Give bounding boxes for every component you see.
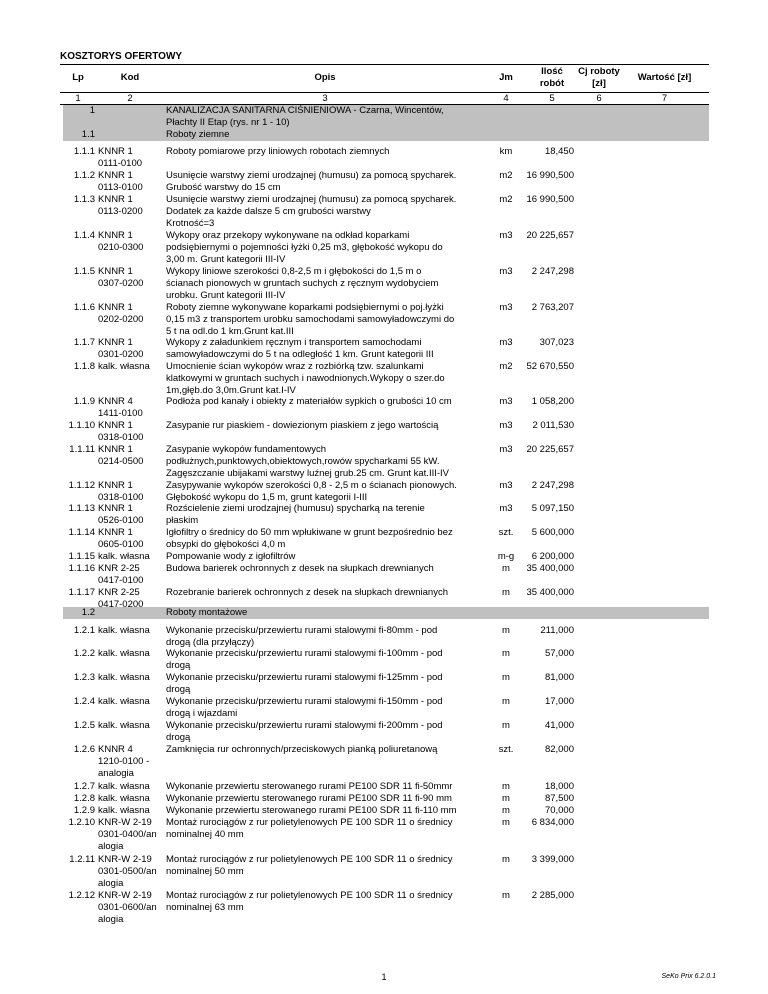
row-jm: m3 — [499, 230, 513, 241]
row-opis: Roboty ziemne — [166, 129, 230, 140]
row-kod: KNR-W 2-19 0301-0500/an alogia — [98, 854, 157, 889]
row-kod: kalk. własna — [98, 720, 150, 731]
row-lp: 1.1.14 — [68, 527, 95, 538]
colnum-3: 3 — [322, 93, 328, 104]
row-ilosc: 2 763,207 — [531, 302, 574, 313]
row-opis: Igłofiltry o średnicy do 50 mm wpłukiwane w grunt bezpośrednio bez obsypki do głębokości 4,0 m — [166, 527, 453, 550]
row-kod: kalk. własna — [98, 696, 150, 707]
row-lp: 1.1.17 — [68, 587, 95, 598]
app-version: SeKo Prix 6.2.0.1 — [661, 973, 716, 980]
row-jm: m — [502, 672, 510, 683]
row-lp: 1.1.10 — [68, 420, 95, 431]
row-ilosc: 17,000 — [544, 696, 574, 707]
row-opis: Wykonanie przecisku/przewiertu rurami stalowymi fi-150mm - pod drogą i wjazdami — [166, 696, 443, 719]
row-kod: KNNR 1 0113-0200 — [98, 194, 143, 217]
row-kod: KNNR 1 0526-0100 — [98, 503, 144, 526]
row-ilosc: 87,500 — [544, 793, 574, 804]
row-jm: m2 — [499, 194, 513, 205]
row-ilosc: 81,000 — [544, 672, 574, 683]
row-ilosc: 18,450 — [544, 146, 574, 157]
row-lp: 1.2.12 — [68, 890, 95, 901]
row-opis: Wykopy liniowe szerokości 0,8-2,5 m i głębokości do 1,5 m o ścianach pionowych w gruntach suchych z ręcznym wydobyciem urobku. Grunt kategorii III-IV — [166, 266, 439, 301]
row-lp: 1.1.7 — [73, 337, 95, 348]
document-title: KOSZTORYS OFERTOWY — [60, 51, 183, 62]
row-kod: kalk. własna — [98, 672, 150, 683]
row-opis: Rozścielenie ziemi urodzajnej (humusu) spycharką na terenie płaskim — [166, 503, 425, 526]
header-kod: Kod — [120, 72, 140, 83]
row-kod: KNNR 1 0307-0200 — [98, 266, 144, 289]
row-lp: 1.2 — [81, 607, 95, 618]
row-lp: 1.1 — [81, 129, 95, 140]
row-lp: 1.1.1 — [73, 146, 95, 157]
row-ilosc: 16 990,500 — [526, 170, 574, 181]
row-lp: 1.2.10 — [68, 817, 95, 828]
row-ilosc: 6 834,000 — [531, 817, 574, 828]
row-jm: m — [502, 781, 510, 792]
row-opis: Podłoża pod kanały i obiekty z materiałów sypkich o grubości 10 cm — [166, 396, 452, 407]
row-ilosc: 52 670,550 — [526, 361, 574, 372]
row-lp: 1.1.5 — [73, 266, 95, 277]
colnum-5: 5 — [549, 93, 555, 104]
row-jm: m — [502, 854, 510, 865]
row-ilosc: 35 400,000 — [526, 587, 574, 598]
row-lp: 1.1.15 — [68, 551, 95, 562]
row-kod: KNNR 4 1210-0100 - analogia — [98, 744, 150, 779]
row-jm: m — [502, 805, 510, 816]
row-opis: Montaż rurociągów z rur polietylenowych PE 100 SDR 11 o średnicy nominalnej 50 mm — [166, 854, 453, 877]
header-opis: Opis — [314, 72, 336, 83]
row-ilosc: 41,000 — [544, 720, 574, 731]
row-lp: 1.1.3 — [73, 194, 95, 205]
row-kod: KNNR 1 0113-0100 — [98, 170, 143, 193]
row-lp: 1.1.2 — [73, 170, 95, 181]
row-ilosc: 2 285,000 — [531, 890, 574, 901]
row-opis: KANALIZACJA SANITARNA CIŚNIENIOWA - Czarna, Wincentów, Płachty II Etap (rys. nr 1 - 10) — [166, 105, 444, 128]
row-jm: m2 — [499, 361, 513, 372]
row-lp: 1.1.8 — [73, 361, 95, 372]
row-kod: KNR-W 2-19 0301-0400/an alogia — [98, 817, 157, 852]
colnum-6: 6 — [596, 93, 602, 104]
row-jm: m — [502, 587, 510, 598]
row-opis: Usunięcie warstwy ziemi urodzajnej (humusu) za pomocą spycharek. Grubość warstwy do 15 cm — [166, 170, 457, 193]
row-opis: Wykonanie przecisku/przewiertu rurami stalowymi fi-125mm - pod drogą — [166, 672, 443, 695]
row-opis: Usunięcie warstwy ziemi urodzajnej (humusu) za pomocą spycharek. Dodatek za każde dalsze 5 cm grubości warstwy Krotność=3 — [166, 194, 457, 229]
row-jm: m — [502, 696, 510, 707]
row-opis: Wykopy z załadunkiem ręcznym i transportem samochodami samowyładowczymi do 5 t na odległość 1 km. Grunt kategorii III — [166, 337, 434, 360]
row-lp: 1.1.13 — [68, 503, 95, 514]
row-kod: KNNR 1 0301-0200 — [98, 337, 144, 360]
row-ilosc: 2 247,298 — [531, 266, 574, 277]
row-ilosc: 3 399,000 — [531, 854, 574, 865]
row-jm: m — [502, 890, 510, 901]
row-lp: 1.1.9 — [73, 396, 95, 407]
row-kod: kalk. własna — [98, 793, 150, 804]
row-ilosc: 57,000 — [544, 648, 574, 659]
row-lp: 1.2.3 — [73, 672, 95, 683]
row-opis: Umocnienie ścian wykopów wraz z rozbiórką tzw. szalunkami klatkowymi w gruntach suchych i nawodnionych.Wykopy o szer.do 1m,głęb.do 3,0m.Grunt kat.I-IV — [166, 361, 445, 396]
row-kod: KNNR 1 0318-0100 — [98, 480, 144, 503]
row-lp: 1.1.16 — [68, 563, 95, 574]
row-ilosc: 6 200,000 35 400,000 — [526, 551, 574, 574]
row-opis: Zasypywanie wykopów szerokości 0,8 - 2,5 m o ścianach pionowych. Głębokość wykopu do 1,5 m, grunt kategorii I-III — [166, 480, 457, 503]
row-lp: 1.1.12 — [68, 480, 95, 491]
row-opis: Rozebranie barierek ochronnych z desek na słupkach drewnianych — [166, 587, 448, 598]
row-opis: Wykonanie przecisku/przewiertu rurami stalowymi fi-200mm - pod drogą — [166, 720, 443, 743]
row-jm: m-g m — [497, 551, 515, 574]
row-opis: Pompowanie wody z igłofiltrów — [166, 551, 296, 562]
row-opis: Montaż rurociągów z rur polietylenowych PE 100 SDR 11 o średnicy nominalnej 63 mm — [166, 890, 453, 913]
header-wartosc: Wartość [zł] — [637, 72, 692, 83]
row-lp: 1.1.4 — [73, 230, 95, 241]
row-jm: szt. — [498, 527, 514, 538]
row-lp: 1.2.1 — [73, 625, 95, 636]
row-ilosc: 5 097,150 — [531, 503, 574, 514]
row-kod: KNR-W 2-19 0301-0600/an alogia — [98, 890, 157, 925]
row-jm: m3 — [499, 444, 513, 455]
row-lp: 1.2.5 — [73, 720, 95, 731]
row-jm: m — [502, 817, 510, 828]
row-ilosc: 2 011,530 — [532, 420, 574, 431]
row-kod: KNR 2-25 0417-0200 — [98, 587, 144, 610]
row-opis: Zasypanie wykopów fundamentowych podłużnych,punktowych,obiektowych,rowów spycharkami 55 kW. Zagęszczanie ubijakami warstwy luźnej grub.25 cm. Grunt kat.III-IV — [166, 444, 450, 479]
row-opis: Budowa barierek ochronnych z desek na słupkach drewnianych — [166, 563, 434, 574]
page-number: 1 — [381, 972, 387, 982]
row-jm: m — [502, 720, 510, 731]
row-kod: KNNR 1 0605-0100 — [98, 527, 144, 550]
row-opis: Wykonanie przewiertu sterowanego rurami PE100 SDR 11 fi-90 mm — [166, 793, 452, 804]
row-jm: m3 — [499, 480, 513, 491]
row-kod: kalk. własna — [98, 625, 150, 636]
row-jm: m3 — [499, 337, 513, 348]
row-lp: 1.1.11 — [69, 444, 95, 455]
colnum-2: 2 — [127, 93, 133, 104]
row-kod: KNNR 1 0214-0500 — [98, 444, 144, 467]
row-ilosc: 5 600,000 — [531, 527, 574, 538]
row-jm: m — [502, 648, 510, 659]
row-lp: 1 — [89, 105, 95, 116]
row-ilosc: 307,023 — [539, 337, 574, 348]
row-opis: Wykopy oraz przekopy wykonywane na odkład koparkami podsiębiernymi o pojemności łyżki 0,25 m3, głębokość wykopu do 3,00 m. Grunt kategorii III-IV — [166, 230, 443, 265]
row-kod: kalk. własna — [98, 648, 150, 659]
row-kod: KNNR 1 0318-0100 — [98, 420, 144, 443]
row-ilosc: 211,000 — [540, 625, 574, 636]
row-opis: Wykonanie przecisku/przewiertu rurami stalowymi fi-80mm - pod drogą (dla przyłączy) — [166, 625, 438, 648]
row-kod: KNNR 1 0111-0100 — [98, 146, 143, 169]
row-kod: kalk. własna — [98, 361, 150, 372]
row-jm: m3 — [499, 420, 513, 431]
row-opis: Wykonanie przewiertu sterowanego rurami PE100 SDR 11 fi-110 mm — [166, 805, 457, 816]
row-jm: km — [499, 146, 513, 157]
header-jm: Jm — [499, 72, 513, 83]
row-kod: KNNR 1 0202-0200 — [98, 302, 144, 325]
row-ilosc: 18,000 — [544, 781, 574, 792]
row-opis: Roboty ziemne wykonywane koparkami podsiębiernymi o poj.łyżki 0,15 m3 z transportem urobku samochodami samowyładowczymi do 5 t na odl.do 1 km.Grunt kat.III — [166, 302, 455, 337]
row-jm: m3 — [499, 503, 513, 514]
row-jm: m — [502, 625, 510, 636]
row-ilosc: 16 990,500 — [526, 194, 574, 205]
row-kod: kalk. własna — [98, 551, 150, 562]
header-cj: Cj roboty [zł] — [578, 66, 620, 89]
row-opis: Roboty pomiarowe przy liniowych robotach ziemnych — [166, 146, 390, 157]
row-lp: 1.2.2 — [73, 648, 95, 659]
row-jm: m3 — [499, 266, 513, 277]
row-ilosc: 2 247,298 — [531, 480, 574, 491]
row-jm: m2 — [499, 170, 513, 181]
row-kod: KNNR 1 0210-0300 — [98, 230, 144, 253]
row-opis: Wykonanie przewiertu sterowanego rurami PE100 SDR 11 fi-50mmr — [166, 781, 453, 792]
row-jm: m3 — [499, 302, 513, 313]
row-opis: Zasypanie rur piaskiem - dowiezionym piaskiem z jego wartością — [166, 420, 439, 431]
colnum-7: 7 — [661, 93, 668, 104]
row-jm: m — [502, 793, 510, 804]
colnum-4: 4 — [503, 93, 509, 104]
row-opis: Montaż rurociągów z rur polietylenowych PE 100 SDR 11 o średnicy nominalnej 40 mm — [166, 817, 453, 840]
row-lp: 1.2.6 — [73, 744, 95, 755]
row-lp: 1.2.4 — [73, 696, 95, 707]
colnum-1: 1 — [75, 93, 81, 104]
row-kod: KNNR 4 1411-0100 — [98, 396, 143, 419]
row-lp: 1.2.11 — [69, 854, 95, 865]
row-kod: kalk. własna — [98, 781, 150, 792]
row-kod: kalk. własna — [98, 805, 150, 816]
row-ilosc: 20 225,657 — [526, 230, 574, 241]
header-top-border — [60, 64, 709, 65]
row-lp: 1.2.9 — [73, 805, 95, 816]
row-opis: Wykonanie przecisku/przewiertu rurami stalowymi fi-100mm - pod drogą — [166, 648, 443, 671]
row-kod: KNR 2-25 0417-0100 — [98, 563, 144, 586]
row-lp: 1.2.8 — [73, 793, 95, 804]
row-lp: 1.2.7 — [73, 781, 95, 792]
row-jm: m3 — [499, 396, 513, 407]
row-opis: Zamknięcia rur ochronnych/przeciskowych pianką poliuretanową — [166, 744, 438, 755]
header-lp: Lp — [72, 72, 84, 83]
row-ilosc: 70,000 — [544, 805, 574, 816]
row-lp: 1.1.6 — [73, 302, 95, 313]
header-ilosc: Ilość robót — [539, 66, 565, 89]
row-ilosc: 82,000 — [544, 744, 574, 755]
row-ilosc: 1 058,200 — [531, 396, 574, 407]
row-ilosc: 20 225,657 — [526, 444, 574, 455]
row-jm: szt. — [498, 744, 514, 755]
row-opis: Roboty montażowe — [166, 607, 248, 618]
